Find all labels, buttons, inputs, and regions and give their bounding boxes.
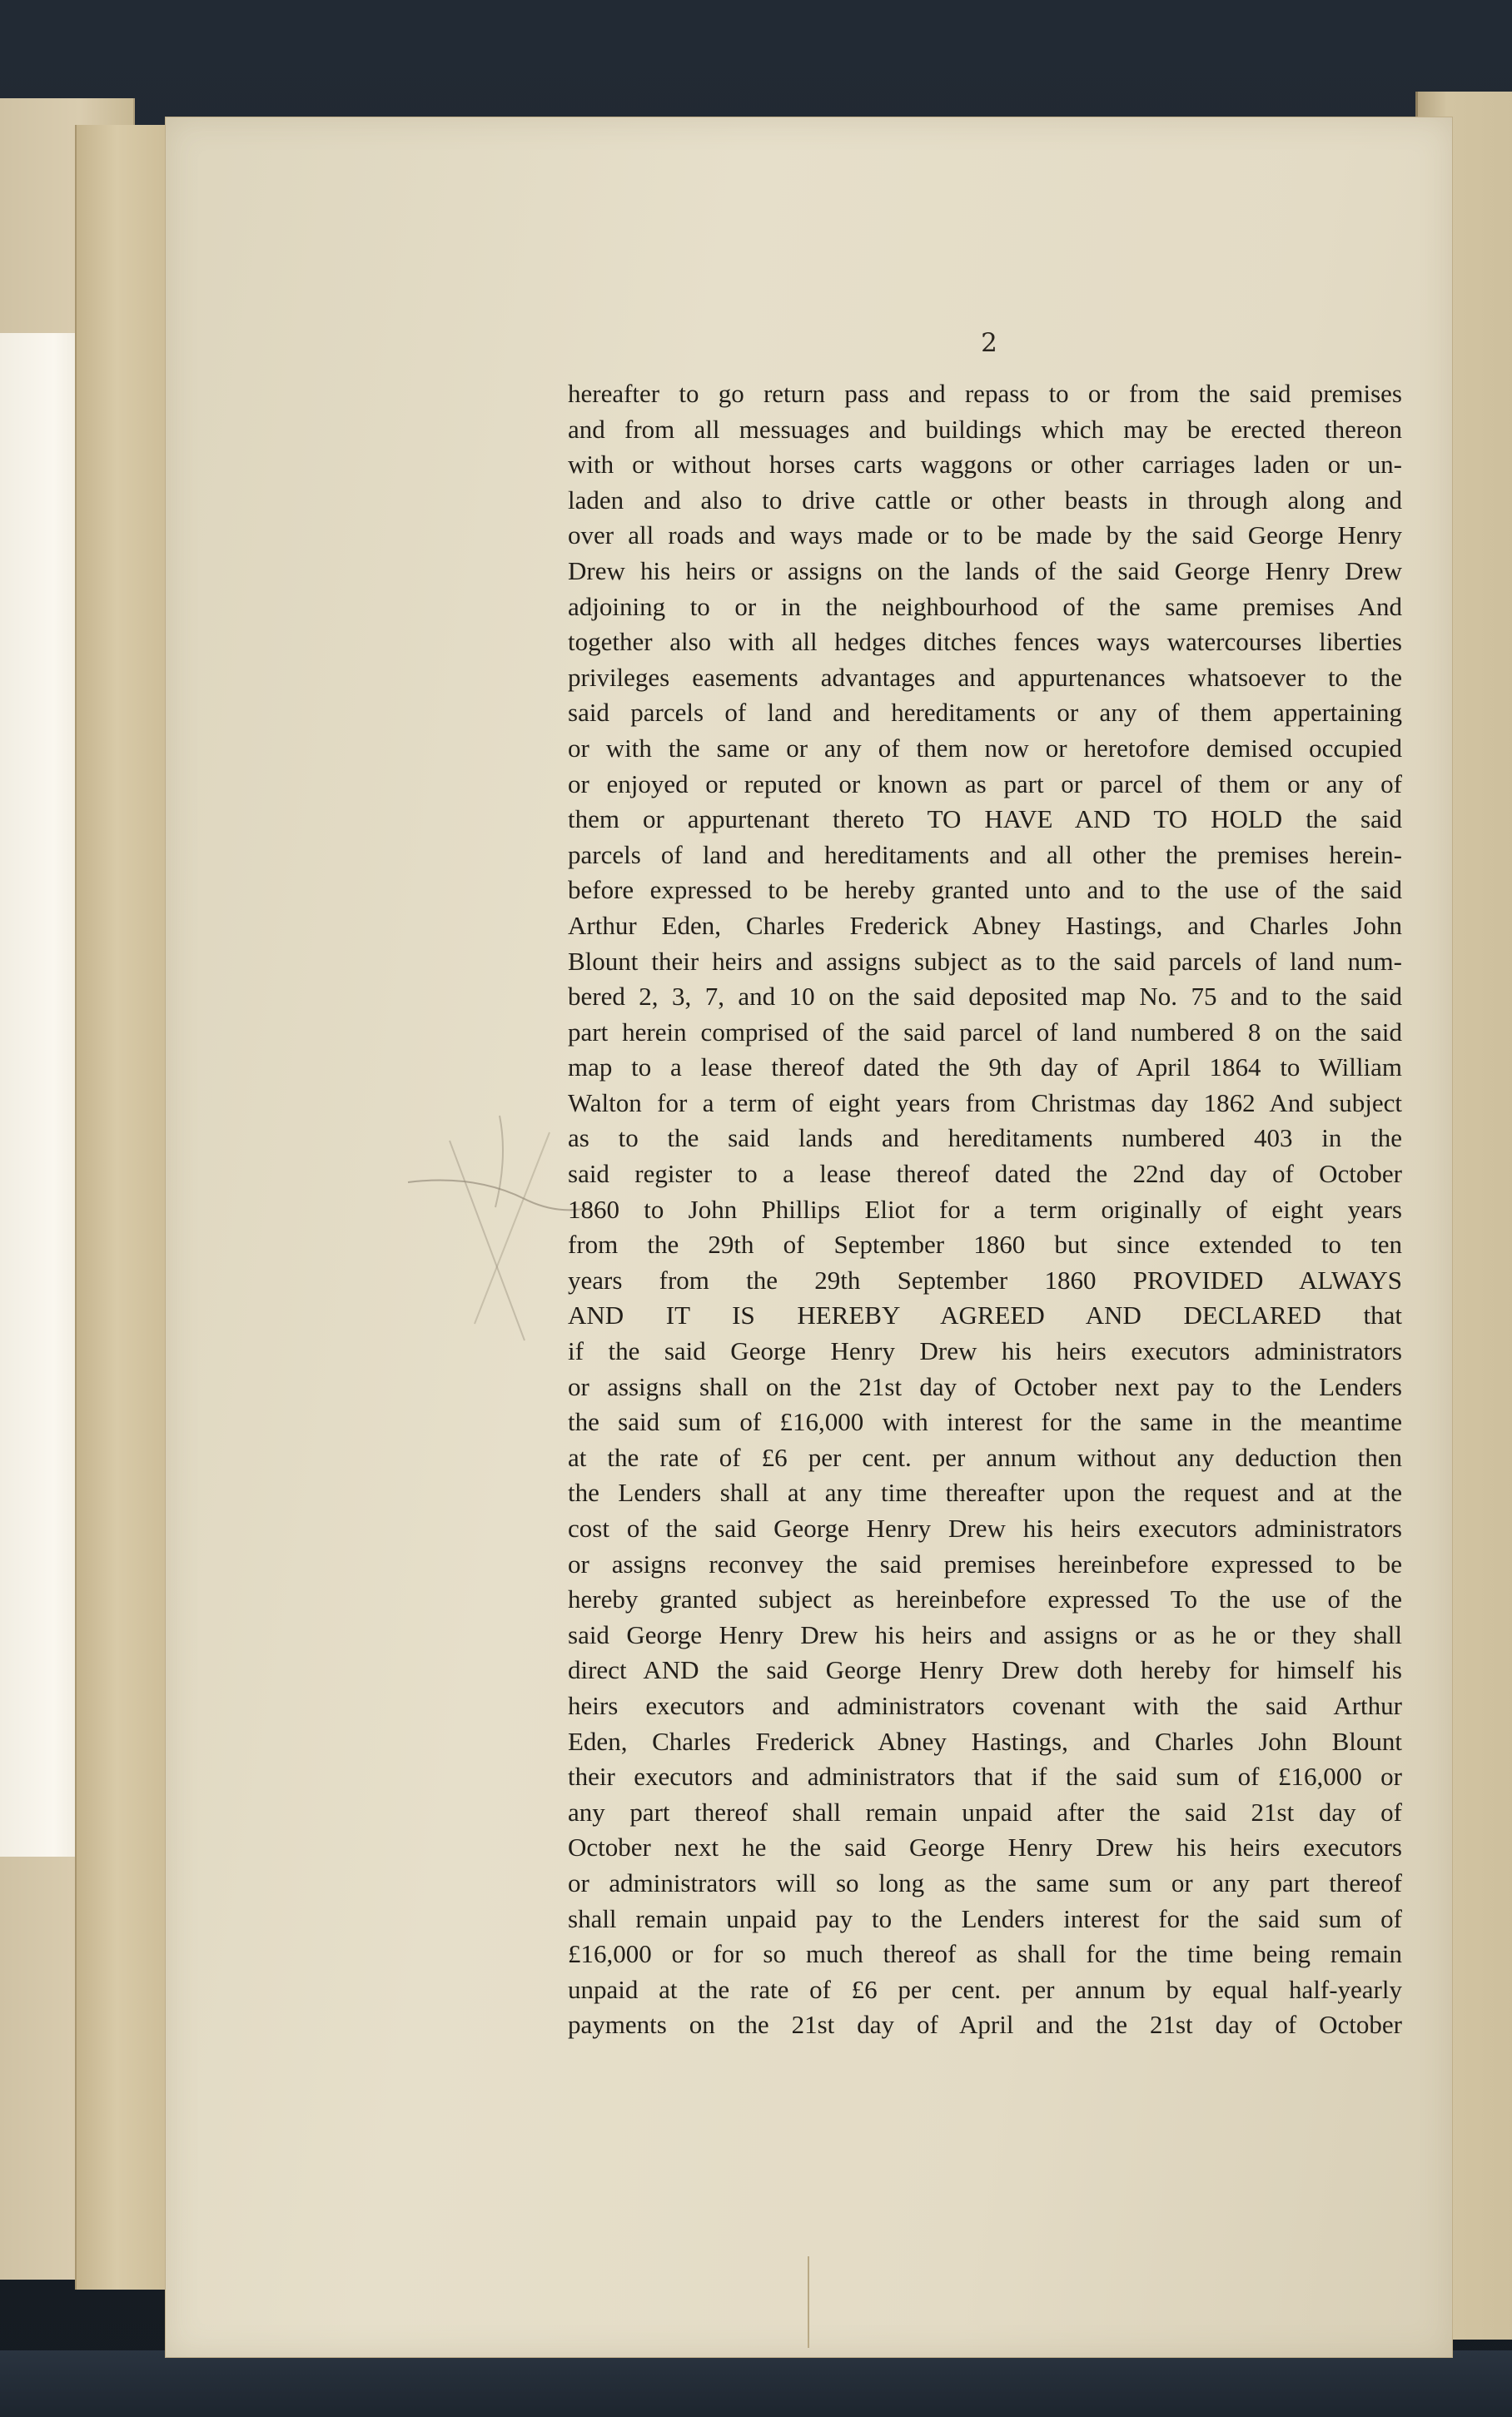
text-line: years from the 29th September 1860 PROVIDED ALWAYS <box>568 1265 1402 1295</box>
text-line: said George Henry Drew his heirs and assigns or as he or they shall <box>568 1619 1402 1649</box>
text-line: bered 2, 3, 7, and 10 on the said deposited map No. 75 and to the said <box>568 982 1402 1012</box>
text-line: before expressed to be hereby granted unto and to the use of the said <box>568 875 1402 905</box>
text-line: laden and also to drive cattle or other beasts in through along and <box>568 485 1402 515</box>
text-line: adjoining to or in the neighbourhood of the same premises And <box>568 591 1402 621</box>
text-line: 1860 to John Phillips Eliot for a term originally of eight years <box>568 1194 1402 1224</box>
text-line: privileges easements advantages and appurtenances whatsoever to the <box>568 662 1402 692</box>
text-line: heirs executors and administrators covenant with the said Arthur <box>568 1690 1402 1720</box>
text-line: said parcels of land and hereditaments or any of them appertaining <box>568 698 1402 728</box>
document-body-text <box>568 376 1402 2043</box>
page-edge-fold <box>75 125 178 2290</box>
text-line: Eden, Charles Frederick Abney Hastings, and Charles John Blount <box>568 1726 1402 1756</box>
text-line: Blount their heirs and assigns subject as to the said parcels of land num- <box>568 946 1402 976</box>
text-line: or assigns reconvey the said premises hereinbefore expressed to be <box>568 1549 1402 1579</box>
text-line: hereafter to go return pass and repass to or from the said premises <box>568 379 1402 408</box>
text-line: if the said George Henry Drew his heirs executors administrators <box>568 1336 1402 1366</box>
text-line: said register to a lease thereof dated the 22nd day of October <box>568 1159 1402 1189</box>
text-line: Arthur Eden, Charles Frederick Abney Hastings, and Charles John <box>568 910 1402 940</box>
text-line: any part thereof shall remain unpaid after the said 21st day of <box>568 1797 1402 1827</box>
text-line: or enjoyed or reputed or known as part or parcel of them or any of <box>568 768 1402 798</box>
cloth-binding <box>0 2350 1512 2417</box>
text-line: them or appurtenant thereto TO HAVE AND TO HOLD the said <box>568 804 1402 834</box>
text-line: Walton for a term of eight years from Christmas day 1862 And subject <box>568 1087 1402 1117</box>
text-line: shall remain unpaid pay to the Lenders interest for the said sum of <box>568 1903 1402 1933</box>
text-line: and from all messuages and buildings which may be erected thereon <box>568 414 1402 444</box>
text-line: October next he the said George Henry Drew his heirs executors <box>568 1833 1402 1862</box>
text-line: hereby granted subject as hereinbefore expressed To the use of the <box>568 1584 1402 1614</box>
text-line: together also with all hedges ditches fences ways watercourses liberties <box>568 627 1402 657</box>
text-line: cost of the said George Henry Drew his heirs executors administrators <box>568 1514 1402 1543</box>
text-line: part herein comprised of the said parcel of land numbered 8 on the said <box>568 1017 1402 1047</box>
text-line: over all roads and ways made or to be made by the said George Henry <box>568 520 1402 550</box>
text-line: unpaid at the rate of £6 per cent. per annum by equal half-yearly <box>568 1974 1402 2004</box>
page-fold-line <box>808 2256 809 2348</box>
text-line: with or without horses carts waggons or other carriages laden or un- <box>568 450 1402 480</box>
text-line: as to the said lands and hereditaments numbered 403 in the <box>568 1123 1402 1153</box>
text-line: or assigns shall on the 21st day of October next pay to the Lenders <box>568 1371 1402 1401</box>
page-number: 2 <box>981 328 997 358</box>
text-line: at the rate of £6 per cent. per annum without any deduction then <box>568 1442 1402 1472</box>
text-line: Drew his heirs or assigns on the lands of the said George Henry Drew <box>568 555 1402 585</box>
text-line: £16,000 or for so much thereof as shall for the time being remain <box>568 1939 1402 1969</box>
text-line: or with the same or any of them now or heretofore demised occupied <box>568 733 1402 763</box>
text-line: direct AND the said George Henry Drew doth hereby for himself his <box>568 1655 1402 1685</box>
text-line: parcels of land and hereditaments and all other the premises herein- <box>568 839 1402 869</box>
text-line: from the 29th of September 1860 but since extended to ten <box>568 1230 1402 1260</box>
text-line: the Lenders shall at any time thereafter upon the request and at the <box>568 1478 1402 1508</box>
text-line: the said sum of £16,000 with interest for the same in the meantime <box>568 1407 1402 1437</box>
text-line: their executors and administrators that if the said sum of £16,000 or <box>568 1762 1402 1792</box>
text-line: or administrators will so long as the same sum or any part thereof <box>568 1867 1402 1897</box>
text-line: AND IT IS HEREBY AGREED AND DECLARED that <box>568 1301 1402 1330</box>
text-line: map to a lease thereof dated the 9th day of April 1864 to William <box>568 1052 1402 1082</box>
text-line: payments on the 21st day of April and the 21st day of October <box>568 2010 1402 2040</box>
